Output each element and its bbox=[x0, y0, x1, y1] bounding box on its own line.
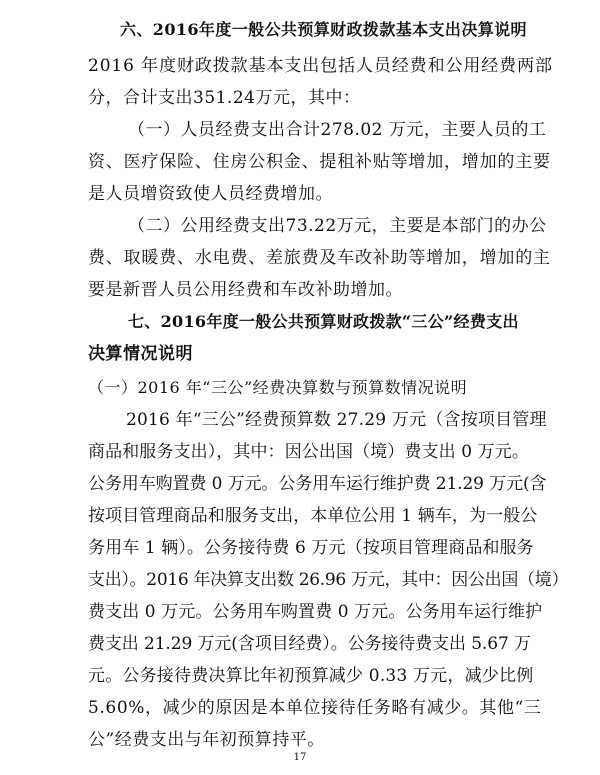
paragraph-line: 支出）。2016 年决算支出数 26.96 万元，其中：因公出国（境） bbox=[88, 570, 569, 590]
paragraph-line: 公”经费支出与年初预算持平。 bbox=[88, 730, 325, 750]
paragraph-line: 要是新晋人员公用经费和车改补助增加。 bbox=[88, 280, 403, 300]
paragraph-line: 是人员增资致使人员经费增加。 bbox=[88, 184, 333, 204]
paragraph-line: 费、取暖费、水电费、差旅费及车改补助等增加，增加的主 bbox=[88, 248, 551, 268]
section-seven-heading-continuation: 决算情况说明 bbox=[88, 344, 193, 364]
subsection-heading: （一）2016 年“三公”经费决算数与预算数情况说明 bbox=[88, 378, 468, 397]
paragraph-line: 分，合计支出351.24万元，其中： bbox=[88, 88, 361, 108]
page-number: 17 bbox=[293, 752, 307, 763]
paragraph-line: 5.60%，减少的原因是本单位接待任务略有减少。其他“三 bbox=[88, 698, 542, 718]
paragraph-line: （二）公用经费支出73.22万元，主要是本部门的办公 bbox=[128, 216, 547, 236]
paragraph-line: 按项目管理商品和服务支出，本单位公用 1 辆车，为一般公 bbox=[88, 506, 538, 526]
section-seven-heading: 七、2016年度一般公共预算财政拨款“三公”经费支出 bbox=[128, 312, 519, 331]
paragraph-line: 资、医疗保险、住房公积金、提租补贴等增加，增加的主要 bbox=[88, 152, 551, 172]
paragraph-line: 费支出 21.29 万元(含项目经费）。公务接待费支出 5.67 万 bbox=[88, 634, 531, 654]
paragraph-line: 2016 年度财政拨款基本支出包括人员经费和公用经费两部 bbox=[88, 56, 553, 76]
paragraph-line: （一）人员经费支出合计278.02 万元，主要人员的工 bbox=[128, 120, 547, 140]
paragraph-line: 商品和服务支出），其中：因公出国（境）费支出 0 万元。 bbox=[88, 442, 529, 462]
paragraph-line: 元。公务接待费决算比年初预算减少 0.33 万元，减少比例 bbox=[88, 666, 534, 686]
paragraph-line: 2016 年“三公”经费预算数 27.29 万元（含按项目管理 bbox=[126, 410, 547, 430]
paragraph-line: 务用车 1 辆）。公务接待费 6 万元（按项目管理商品和服务 bbox=[88, 538, 534, 558]
paragraph-line: 费支出 0 万元。公务用车购置费 0 万元。公务用车运行维护 bbox=[88, 602, 543, 622]
paragraph-line: 公务用车购置费 0 万元。公务用车运行维护费 21.29 万元(含 bbox=[88, 474, 547, 494]
section-six-heading: 六、2016年度一般公共预算财政拨款基本支出决算说明 bbox=[120, 20, 527, 39]
